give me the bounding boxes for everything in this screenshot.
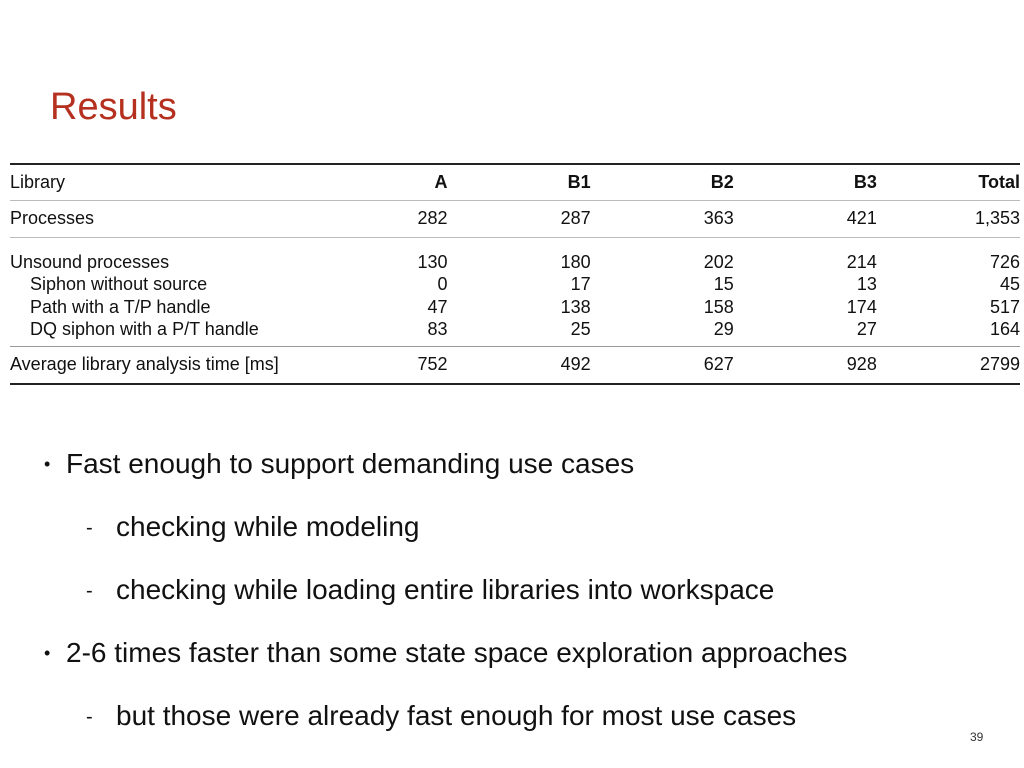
sub-bullet-item	[86, 511, 420, 543]
bullet-marker: •	[44, 643, 51, 663]
table-cell: 174	[846, 297, 877, 317]
table-cell: 158	[703, 297, 734, 317]
row-label: Path with a T/P handle	[30, 297, 211, 317]
bullet-marker: •	[44, 454, 51, 474]
table-cell: 180	[560, 252, 591, 272]
table-cell: 363	[703, 208, 734, 228]
table-cell: 13	[856, 274, 877, 294]
dash-marker: -	[86, 580, 93, 602]
table-cell: 752	[417, 354, 448, 375]
row-label: DQ siphon with a P/T handle	[30, 319, 259, 339]
table-cell: 27	[856, 319, 877, 339]
table-cell: 15	[713, 274, 734, 294]
table-cell: 164	[989, 319, 1020, 339]
bullet-text: checking while modeling	[116, 511, 420, 542]
table-cell: 45	[999, 274, 1020, 294]
header-cell: A	[434, 171, 448, 192]
table-cell: 627	[703, 354, 734, 375]
table-cell: 47	[427, 297, 448, 317]
table-cell: 138	[560, 297, 591, 317]
bullet-item	[44, 637, 848, 669]
bullet-text: checking while loading entire libraries into workspace	[116, 574, 775, 605]
page-number: 39	[970, 730, 984, 744]
table-cell: 130	[417, 252, 448, 272]
table-cell: 0	[437, 274, 448, 294]
bullet-text: 2-6 times faster than some state space exploration approaches	[66, 637, 848, 668]
header-cell: B2	[710, 171, 734, 192]
table-cell: 928	[846, 354, 877, 375]
row-label: Processes	[10, 208, 95, 228]
dash-marker: -	[86, 517, 93, 539]
table-cell: 2799	[979, 354, 1020, 375]
table-cell: 25	[570, 319, 591, 339]
table-cell: 287	[560, 208, 591, 228]
bullet-item	[44, 448, 635, 480]
table-cell: 517	[989, 297, 1020, 317]
table-cell: 421	[846, 208, 877, 228]
header-cell: B1	[567, 171, 591, 192]
table-cell: 492	[560, 354, 591, 375]
sub-bullet-item	[86, 574, 775, 606]
row-label: Average library analysis time [ms]	[10, 354, 279, 375]
table-cell: 214	[846, 252, 877, 272]
table-cell: 83	[427, 319, 448, 339]
bullet-text: Fast enough to support demanding use cases	[66, 448, 635, 479]
table-cell: 17	[570, 274, 591, 294]
row-label: Unsound processes	[10, 252, 170, 272]
table-cell: 29	[713, 319, 734, 339]
header-cell: Library	[10, 171, 66, 192]
bullet-text: but those were already fast enough for most use cases	[116, 700, 797, 731]
dash-marker: -	[86, 706, 93, 728]
table-cell: 282	[417, 208, 448, 228]
header-cell: B3	[853, 171, 877, 192]
sub-bullet-item	[86, 700, 797, 732]
row-label: Siphon without source	[30, 274, 208, 294]
slide-title: Results	[50, 86, 177, 128]
table-cell: 1,353	[974, 208, 1020, 228]
header-cell: Total	[978, 171, 1020, 192]
table-cell: 726	[989, 252, 1020, 272]
table-cell: 202	[703, 252, 734, 272]
